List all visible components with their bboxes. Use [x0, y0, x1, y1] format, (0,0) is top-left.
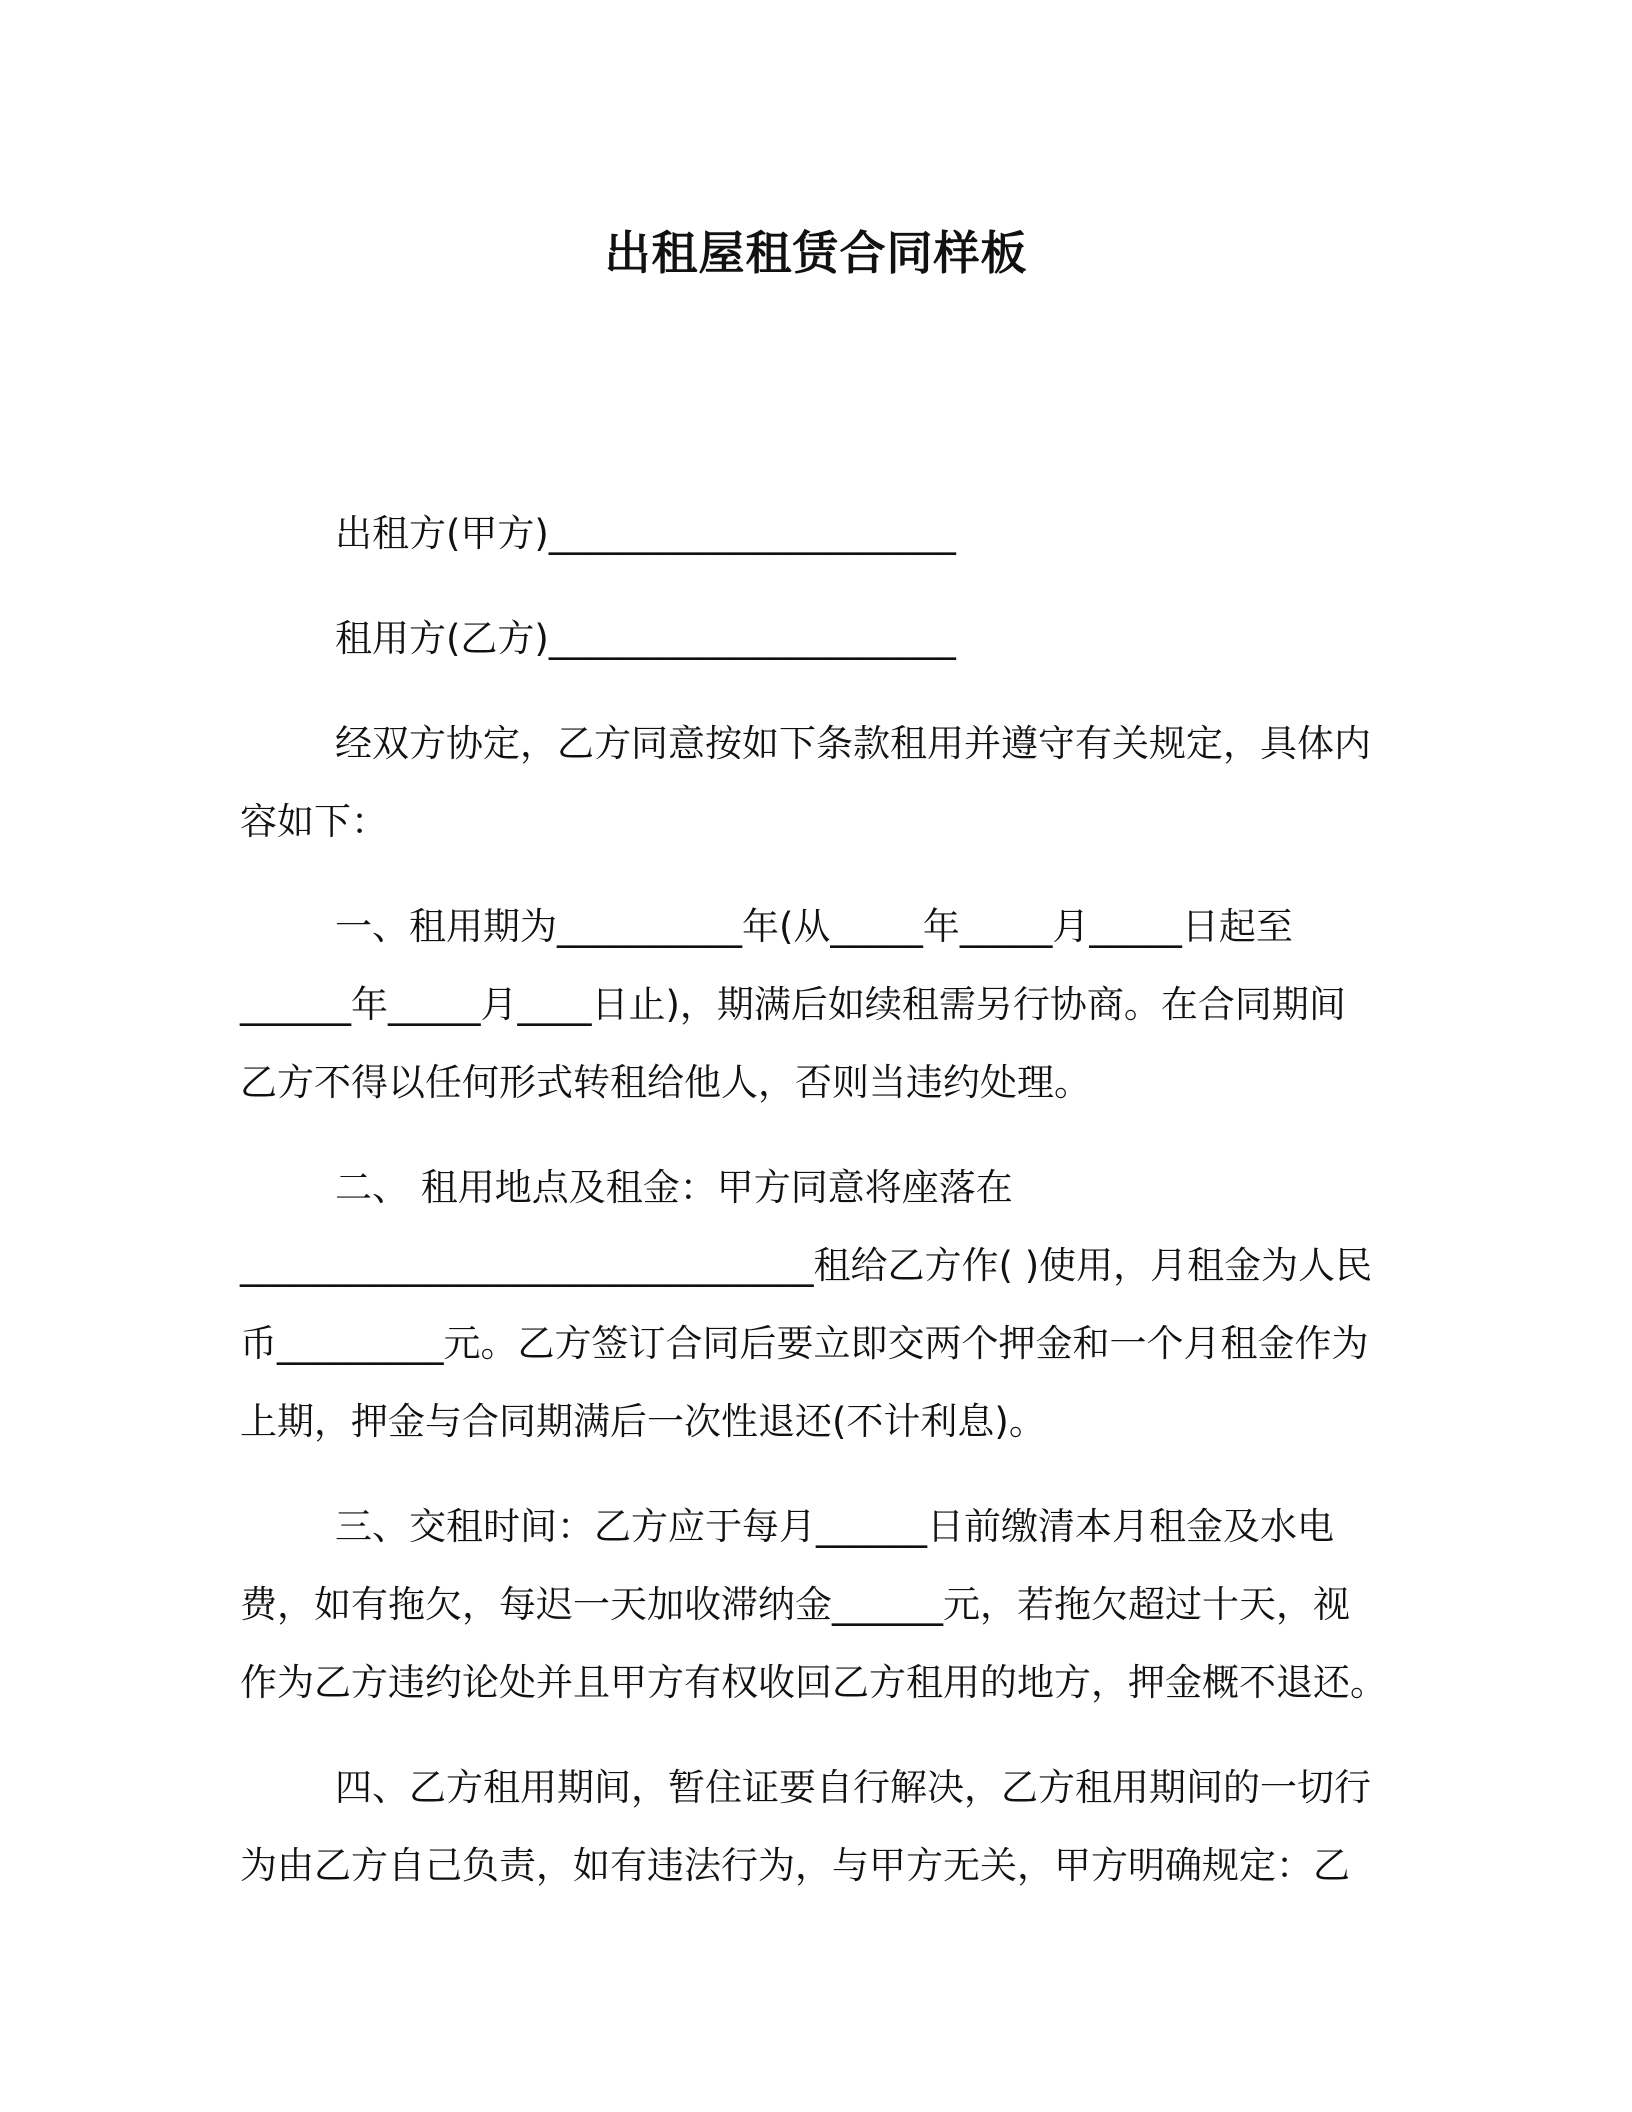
text-line: _______________________________租给乙方作( )使用，月租金为人民 — [240, 1244, 1373, 1287]
text-line: 经双方协定，乙方同意按如下条款租用并遵守有关规定，具体内 — [335, 722, 1371, 765]
document-title: 出租屋租赁合同样板 — [604, 226, 1028, 280]
text-line: 费，如有拖欠，每迟一天加收滞纳金______元，若拖欠超过十天，视 — [240, 1583, 1350, 1626]
clause-1 — [240, 888, 1382, 1122]
text-line: 容如下： — [240, 800, 388, 843]
text-line: 租用方(乙方)______________________ — [335, 617, 956, 660]
text-line: 二、 租用地点及租金：甲方同意将座落在 — [335, 1166, 1013, 1209]
clause-3 — [240, 1488, 1387, 1722]
text-line: ______年_____月____日止)，期满后如续租需另行协商。在合同期间 — [240, 983, 1346, 1026]
tenant-line — [240, 600, 1382, 678]
landlord-line — [240, 495, 1382, 573]
text-line: 上期，押金与合同期满后一次性退还(不计利息)。 — [240, 1400, 1046, 1443]
text-line: 作为乙方违约论处并且甲方有权收回乙方租用的地方，押金概不退还。 — [240, 1661, 1387, 1704]
document-body — [240, 495, 1387, 1932]
text-line: 出租方(甲方)______________________ — [335, 512, 956, 555]
text-line: 三、交租时间：乙方应于每月______日前缴清本月租金及水电 — [335, 1505, 1334, 1548]
text-line: 乙方不得以任何形式转租给他人，否则当违约处理。 — [240, 1061, 1091, 1104]
clause-4 — [240, 1749, 1382, 1905]
text-line: 为由乙方自己负责，如有违法行为，与甲方无关，甲方明确规定：乙 — [240, 1844, 1350, 1887]
intro-paragraph — [240, 705, 1382, 861]
text-line: 四、乙方租用期间，暂住证要自行解决，乙方租用期间的一切行 — [335, 1766, 1371, 1809]
clause-2 — [240, 1149, 1382, 1461]
text-line: 币_________元。乙方签订合同后要立即交两个押金和一个月租金作为 — [240, 1322, 1369, 1365]
text-line: 一、租用期为__________年(从_____年_____月_____日起至 — [335, 905, 1293, 948]
